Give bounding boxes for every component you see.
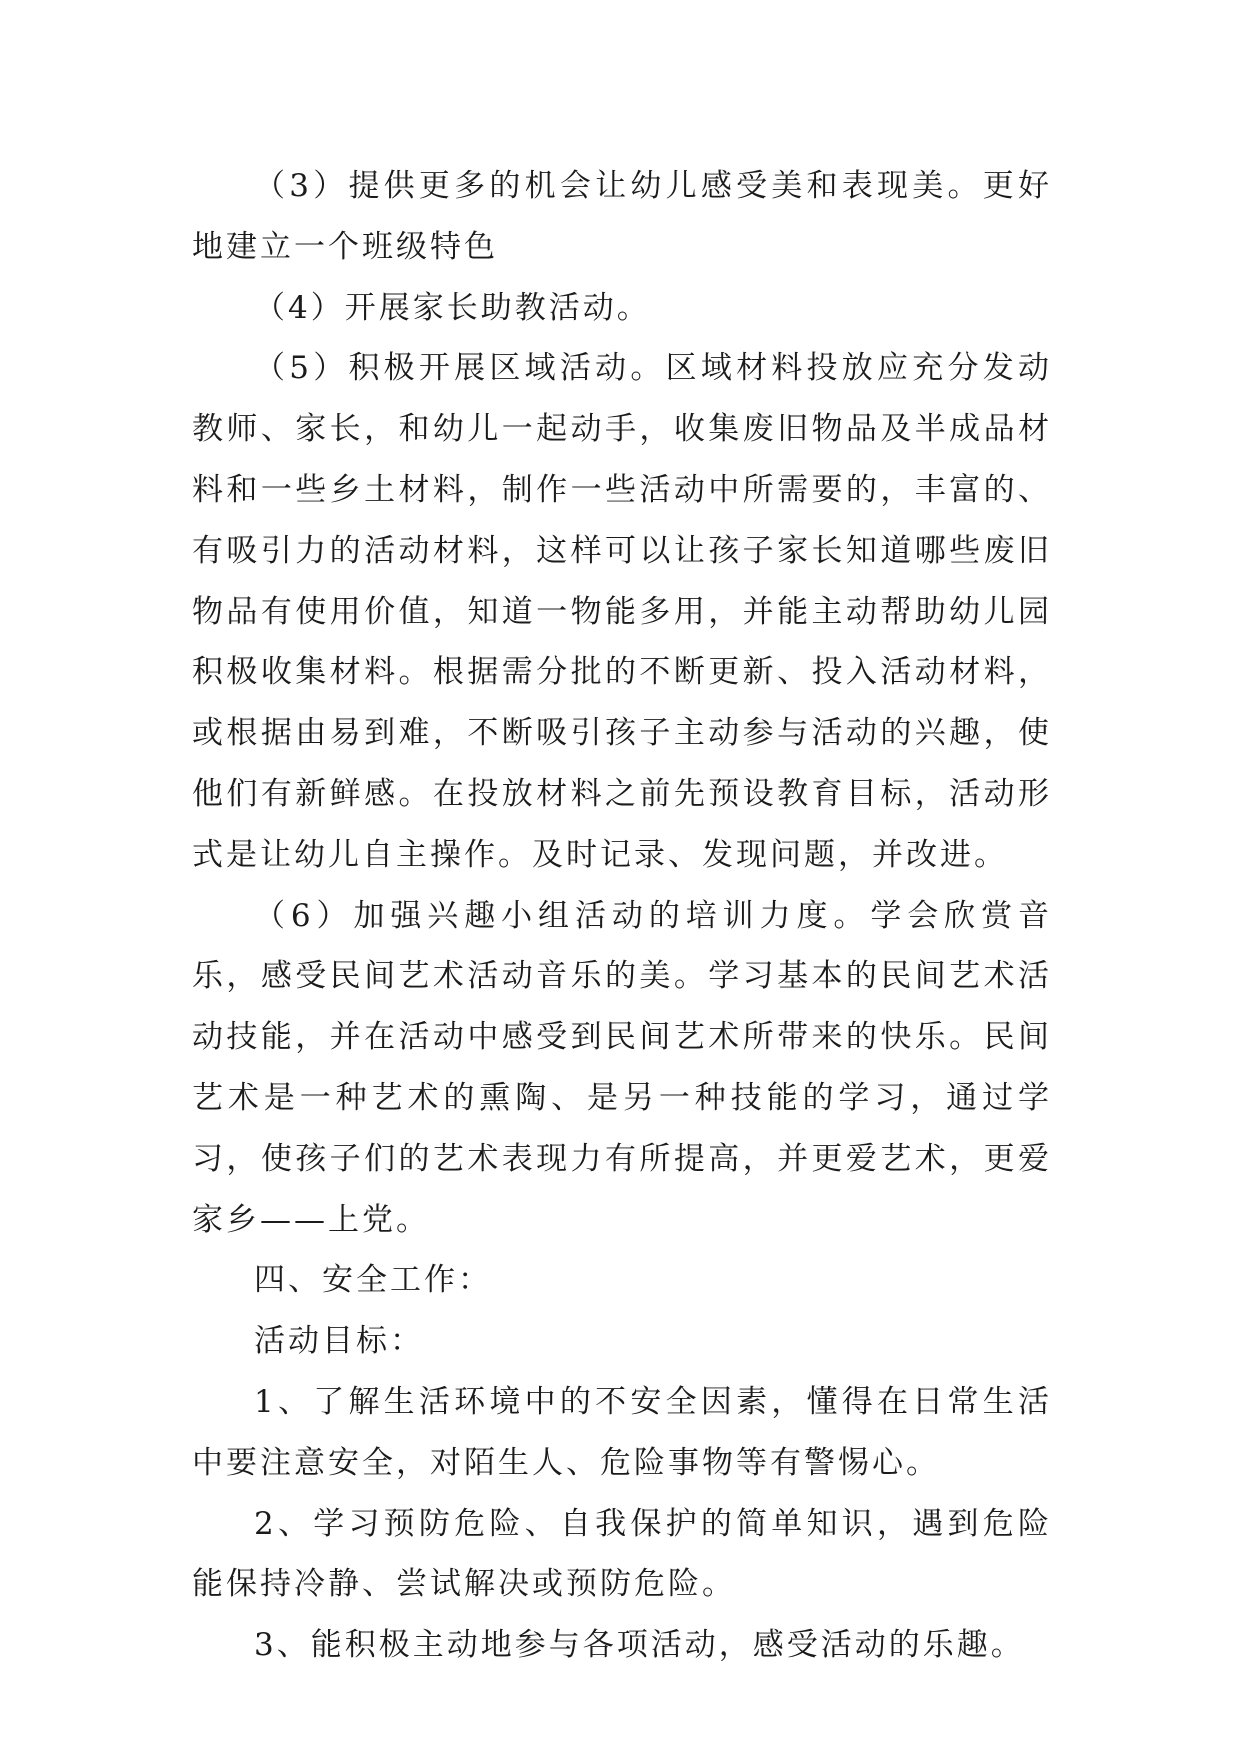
- paragraph-item-4: （4）开展家长助教活动。: [254, 289, 651, 326]
- subheading-activity-goals: 活动目标：: [254, 1323, 424, 1360]
- paragraph-item-5: （5）积极开展区域活动。区域材料投放应充分发动教师、家长，和幼儿一起动手，收集废旧物品及半成品材料和一些乡土材料，制作一些活动中所需要的，丰富的、有吸引力的活动材料，这样可以让孩子家长知道哪些废旧物品有使用价值，知道一物能多用，并能主动帮助幼儿园积极收集材料。根据需分批的不断更新、投入活动材料，或根据由易到难，不断吸引孩子主动参与活动的兴趣，使他们有新鲜感。在投放材料之前先预设教育目标，活动形式是让幼儿自主操作。及时记录、发现问题，并改进。: [192, 350, 1052, 873]
- document-page: [192, 156, 1052, 1676]
- paragraph-item-6: （6）加强兴趣小组活动的培训力度。学会欣赏音乐，感受民间艺术活动音乐的美。学习基本的民间艺术活动技能，并在活动中感受到民间艺术所带来的快乐。民间艺术是一种艺术的熏陶、是另一种技能的学习，通过学习，使孩子们的艺术表现力有所提高，并更爱艺术，更爱家乡——上党。: [192, 897, 1052, 1238]
- goal-item-2: 2、学习预防危险、自我保护的简单知识，遇到危险能保持冷静、尝试解决或预防危险。: [192, 1505, 1052, 1603]
- goal-item-1: 1、了解生活环境中的不安全因素，懂得在日常生活中要注意安全，对陌生人、危险事物等有警惕心。: [192, 1383, 1052, 1481]
- paragraph-item-3: （3）提供更多的机会让幼儿感受美和表现美。更好地建立一个班级特色: [192, 168, 1052, 265]
- goal-item-3: 3、能积极主动地参与各项活动，感受活动的乐趣。: [254, 1627, 1025, 1664]
- section-heading-safety: 四、安全工作：: [254, 1262, 492, 1299]
